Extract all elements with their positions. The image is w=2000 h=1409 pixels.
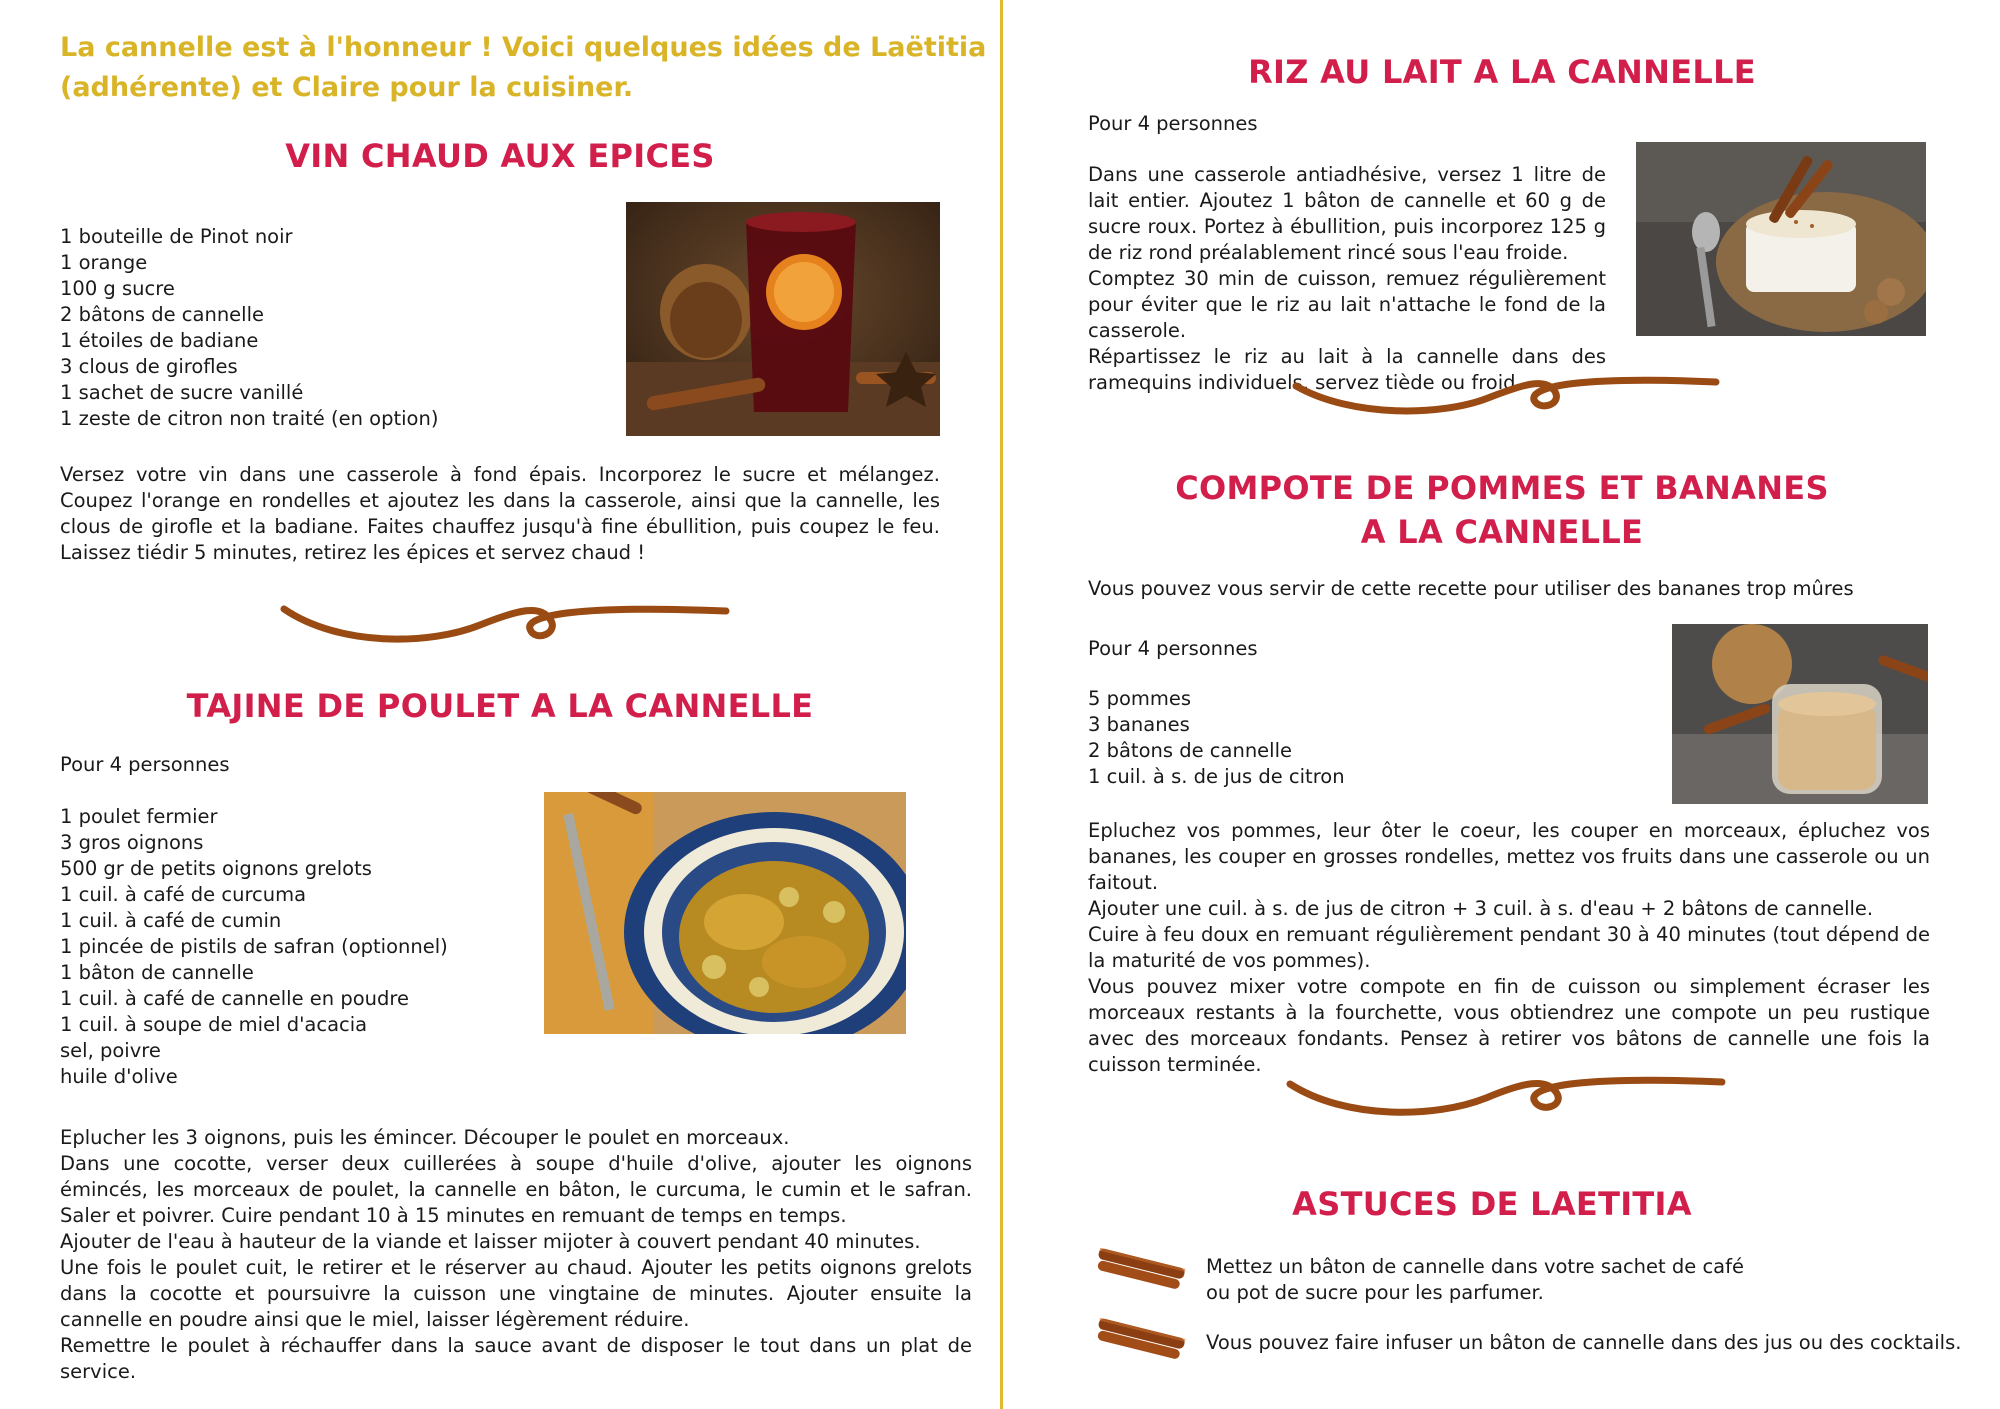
step-text: Ajouter une cuil. à s. de jus de citron + 3 cuil. à s. d'eau + 2 bâtons de cannelle. [1088,897,1874,920]
step-text: Répartissez le riz au lait à la cannelle dans des ramequins individuels, servez tiède ou froid. [1088,345,1606,394]
compote-servings: Pour 4 personnes [1088,637,1258,660]
cinnamon-stick-icon [1092,1318,1188,1362]
list-item: 1 cuil. à café de curcuma [60,883,307,906]
list-item: 500 gr de petits oignons grelots [60,857,372,880]
list-item: 1 cuil. à s. de jus de citron [1088,765,1345,788]
riz-servings: Pour 4 personnes [1088,112,1258,135]
astuces-title: ASTUCES DE LAETITIA [1292,1185,1692,1223]
rice-pudding-photo [1636,142,1926,336]
list-item: 1 orange [60,251,148,274]
step-text: Ajouter de l'eau à hauteur de la viande et laisser mijoter à couvert pendant 40 minutes. [60,1230,921,1253]
list-item: 3 clous de girofles [60,355,238,378]
list-item: 2 bâtons de cannelle [1088,739,1293,762]
step-text: Comptez 30 min de cuisson, remuez régulièrement pour éviter que le riz au lait n'attache le fond de la casserole. [1088,267,1606,342]
step-text: Une fois le poulet cuit, le retirer et le réserver au chaud. Ajouter les petits oignons grelots dans la cocotte et poursuivre la cuisson une vingtaine de minutes. Ajouter ensuite la cannelle en poudre ainsi que le miel, laisser légèrement réduire. [60,1256,972,1331]
list-item: huile d'olive [60,1065,178,1088]
list-item: 1 cuil. à café de cumin [60,909,282,932]
list-item: sel, poivre [60,1039,161,1062]
list-item: 1 étoiles de badiane [60,329,259,352]
right-page [1004,0,2000,1409]
tajine-servings: Pour 4 personnes [60,753,230,776]
tip-2: Vous pouvez faire infuser un bâton de cannelle dans des jus ou des cocktails. [1206,1331,1962,1354]
list-item: 1 zeste de citron non traité (en option) [60,407,439,430]
vin-ingredients [60,224,620,432]
tip-text: Mettez un bâton de cannelle dans votre sachet de café [1206,1255,1744,1278]
riz-title: RIZ AU LAIT A LA CANNELLE [1248,53,1756,91]
list-item: 1 cuil. à soupe de miel d'acacia [60,1013,368,1036]
list-item: 1 bouteille de Pinot noir [60,225,293,248]
swirl-divider [1286,1070,1726,1128]
tip-text: ou pot de sucre pour les parfumer. [1206,1281,1544,1304]
list-item: 3 gros oignons [60,831,204,854]
step-text: Dans une casserole antiadhésive, versez 1 litre de lait entier. Ajoutez 1 bâton de cannelle et 60 g de sucre roux. Portez à ébullition, puis incorporez 125 g de riz rond préalablement rincé sous l'eau froide. [1088,163,1606,264]
list-item: 5 pommes [1088,687,1192,710]
compote-steps [1088,818,1930,1078]
tajine-title: TAJINE DE POULET A LA CANNELLE [186,687,814,725]
step-text: Eplucher les 3 oignons, puis les émincer. Découper le poulet en morceaux. [60,1126,790,1149]
chicken-tajine-photo [544,792,906,1034]
compote-note: Vous pouvez vous servir de cette recette pour utiliser des bananes trop mûres [1088,577,1854,600]
swirl-divider [1292,370,1720,424]
compote-ingredients [1088,686,1588,790]
step-text: Epluchez vos pommes, leur ôter le coeur, les couper en morceaux, épluchez vos bananes, les couper en grosses rondelles, mettez vos fruits dans une casserole ou un faitout. [1088,819,1930,894]
mulled-wine-photo [626,202,940,436]
vin-steps: Versez votre vin dans une casserole à fond épais. Incorporez le sucre et mélangez. Coupez l'orange en rondelles et ajoutez les dans la casserole, ainsi que la cannelle, les clous de girofle et la badiane. Faites chauffez jusqu'à fine ébullition, puis coupez le feu. Laissez tiédir 5 minutes, retirez les épices et servez chaud ! [60,463,940,564]
step-text: Remettre le poulet à réchauffer dans la sauce avant de disposer le tout dans un plat de service. [60,1334,972,1383]
tajine-steps [60,1125,972,1385]
tajine-ingredients [60,804,540,1090]
vin-title: VIN CHAUD AUX EPICES [285,137,715,175]
riz-steps [1088,162,1606,396]
list-item: 1 pincée de pistils de safran (optionnel) [60,935,448,958]
compote-title-line1: COMPOTE DE POMMES ET BANANES [1175,469,1829,507]
list-item: 1 poulet fermier [60,805,218,828]
list-item: 1 cuil. à café de cannelle en poudre [60,987,409,1010]
compote-photo [1672,624,1928,804]
list-item: 2 bâtons de cannelle [60,303,265,326]
step-text: Dans une cocotte, verser deux cuillerées à soupe d'huile d'olive, ajouter les oignons émincés, les morceaux de poulet, la cannelle en bâton, le curcuma, le cumin et le safran. Saler et poivrer. Cuire pendant 10 à 15 minutes en remuant de temps en temps. [60,1152,972,1227]
step-text: Vous pouvez mixer votre compote en fin de cuisson ou simplement écraser les morceaux restants à la fourchette, vous obtiendrez une compote un peu rustique avec des morceaux fondants. Pensez à retirer vos bâtons de cannelle une fois la cuisson terminée. [1088,975,1930,1076]
swirl-divider [280,597,730,657]
list-item: 1 sachet de sucre vanillé [60,381,304,404]
intro-text: La cannelle est à l'honneur ! Voici quelques idées de Laëtitia (adhérente) et Claire pour la cuisiner. [60,32,987,103]
list-item: 1 bâton de cannelle [60,961,254,984]
step-text: Cuire à feu doux en remuant régulièrement pendant 30 à 40 minutes (tout dépend de la maturité de vos pommes). [1088,923,1930,972]
page-divider [1000,0,1003,1409]
list-item: 100 g sucre [60,277,175,300]
compote-title-line2: A LA CANNELLE [1360,513,1644,551]
list-item: 3 bananes [1088,713,1190,736]
cinnamon-stick-icon [1092,1248,1188,1292]
tip-1 [1206,1254,1906,1306]
